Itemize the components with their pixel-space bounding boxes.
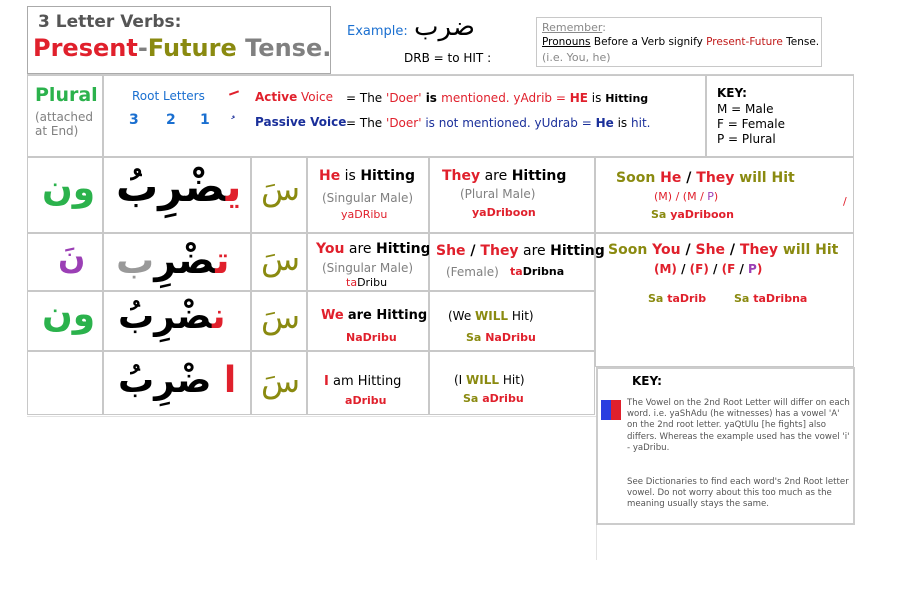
row4-verb-cell xyxy=(103,351,251,415)
row1-col3: Soon He / They will Hit (M) / (M / P) Sa yaDriboon / xyxy=(595,157,854,233)
active-voice-desc: = The 'Doer' is mentioned. yAdrib = HE is Hitting xyxy=(346,91,649,105)
key-title: KEY: xyxy=(717,86,747,100)
row1-suffix-cell xyxy=(27,157,103,233)
row4-verb: ا ضْرِبُ xyxy=(118,360,237,401)
row3-verb-cell xyxy=(103,291,251,351)
row2-suffix-cell xyxy=(27,233,103,291)
key-box xyxy=(706,75,854,157)
row4-col1: I am Hitting aDribu xyxy=(307,351,429,415)
row1-suffix: ون xyxy=(42,168,96,209)
row3-future-cell xyxy=(251,291,307,351)
root-num-3: 3 xyxy=(129,112,139,128)
title-box xyxy=(27,6,331,74)
key-male: M = Male xyxy=(717,102,774,116)
divider xyxy=(27,416,597,417)
key-plural: P = Plural xyxy=(717,132,776,146)
remember-line2: (i.e. You, he) xyxy=(542,51,611,64)
passive-voice-desc: = The 'Doer' is not mentioned. yUdrab = He is hit. xyxy=(346,116,651,130)
key-female: F = Female xyxy=(717,117,785,131)
row3-col2: (We WILL Hit) Sa NaDribu xyxy=(429,291,595,351)
row2-suffix: نَ xyxy=(58,238,86,276)
example-arabic: ضرب xyxy=(414,12,475,42)
row2-future-cell xyxy=(251,233,307,291)
active-voice-line: Active Voice xyxy=(255,90,333,104)
row2-verb: تضْرِب xyxy=(116,238,230,282)
row3-col1: We are Hitting NaDribu xyxy=(307,291,429,351)
page-title: Present-Future Tense. xyxy=(33,34,332,62)
passive-voice-label: Passive Voice xyxy=(255,115,347,129)
root-box xyxy=(103,75,706,157)
fatha-mark-icon xyxy=(229,90,239,95)
row1-col2: They are Hitting (Plural Male) yaDriboon xyxy=(429,157,595,233)
row3-verb: نضْرِبُ xyxy=(118,296,226,337)
row3-future: سَ xyxy=(261,298,301,336)
plural-box xyxy=(27,75,103,157)
root-letters-label: Root Letters xyxy=(132,89,205,103)
row4-future-cell xyxy=(251,351,307,415)
row1-verb: يضْرِبُ xyxy=(116,162,242,211)
root-num-2: 2 xyxy=(166,112,176,128)
remember-line1: Pronouns Before a Verb signify Present-Future Tense. xyxy=(542,36,820,48)
row1-future-cell xyxy=(251,157,307,233)
row3-suffix-cell xyxy=(27,291,103,351)
row1-verb-cell xyxy=(103,157,251,233)
remember-box xyxy=(536,17,822,67)
plural-title: Plural xyxy=(35,84,98,106)
vowel-key-paragraph-2: See Dictionaries to find each word's 2nd Root letter vowel. Do not worry about this too much as the meaning usually stays the same. xyxy=(627,477,849,510)
row2-col2: She / They are Hitting (Female) taDribna xyxy=(429,233,595,291)
vowel-key-title: KEY: xyxy=(632,374,662,388)
example-meaning: DRB = to HIT : xyxy=(404,51,492,65)
row3-suffix: ون xyxy=(42,294,96,335)
row1-col1: He is Hitting (Singular Male) yaDRibu xyxy=(307,157,429,233)
row4-col2: (I WILL Hit) Sa aDribu xyxy=(429,351,595,415)
vowel-key-paragraph-1: The Vowel on the 2nd Root Letter will differ on each word. i.e. yaShAdu (he witnesses) has a vowel 'A' on the 2nd root letter. yaQtUlu [he fights] also differs. Whereas the example used has the vowel 'i' - yaDribu. xyxy=(627,398,850,453)
example-label: Example: xyxy=(347,24,408,39)
row2-col1: You are Hitting (Singular Male) taDribu xyxy=(307,233,429,291)
row2-verb-cell xyxy=(103,233,251,291)
page-subtitle: 3 Letter Verbs: xyxy=(38,12,182,32)
row4-future: سَ xyxy=(261,362,301,400)
vowel-key-box xyxy=(596,367,855,525)
row2-future: سَ xyxy=(261,240,301,278)
color-swatch-icon xyxy=(601,400,621,420)
row2-col3: Soon You / She / They will Hit (M) / (F) / (F / P) Sa taDrib Sa taDribna xyxy=(595,233,854,367)
row4-suffix-cell xyxy=(27,351,103,415)
row1-future: سَ xyxy=(261,170,301,208)
root-num-1: 1 xyxy=(200,112,210,128)
remember-heading: Remember: xyxy=(542,21,606,34)
plural-note: (attached at End) xyxy=(35,110,94,139)
